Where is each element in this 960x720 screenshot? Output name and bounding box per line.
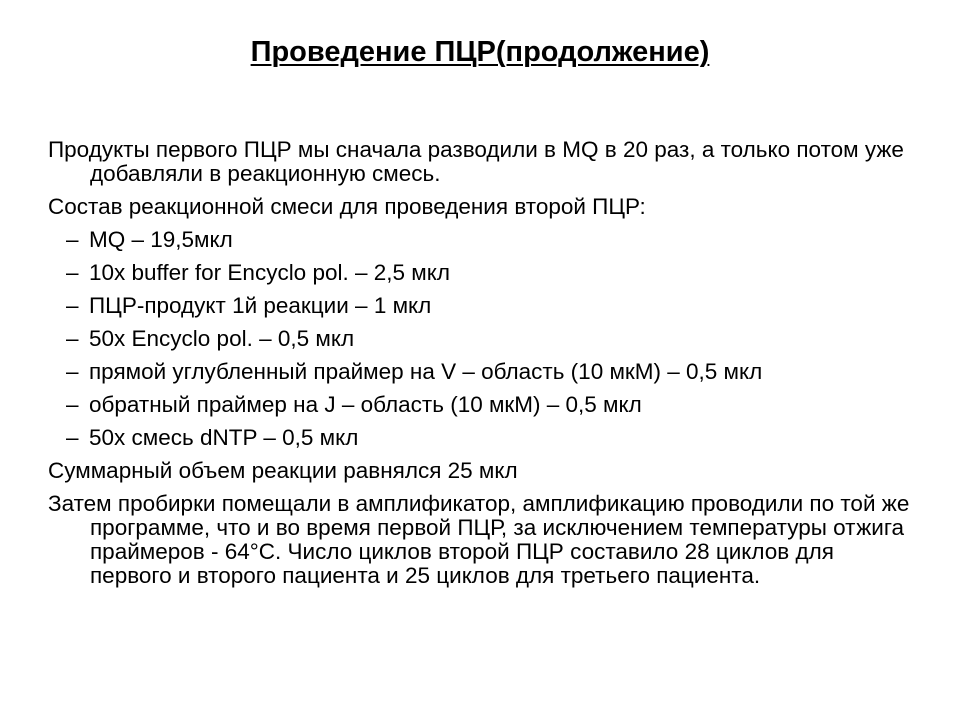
list-item [48,393,918,417]
list-item-text: 50x смесь dNTP – 0,5 мкл [89,425,359,450]
slide-body [48,138,918,597]
list-item-text: обратный праймер на J – область (10 мкМ) – 0,5 мкл [89,392,642,417]
mix-list [48,228,918,450]
dash-bullet: – [66,326,79,351]
slide-title: Проведение ПЦР(продолжение) [250,36,710,68]
list-item [48,261,918,285]
list-item [48,327,918,351]
list-item-text: MQ – 19,5мкл [89,227,233,252]
dash-bullet: – [66,260,79,285]
list-item [48,294,918,318]
dash-bullet: – [66,392,79,417]
list-item-text: 50x Encyclo pol. – 0,5 мкл [89,326,355,351]
list-item-text: ПЦР-продукт 1й реакции – 1 мкл [89,293,432,318]
list-item-text: 10x buffer for Encyclo pol. – 2,5 мкл [89,260,450,285]
dash-bullet: – [66,359,79,384]
list-item [48,360,918,384]
dash-bullet: – [66,293,79,318]
list-item [48,426,918,450]
dash-bullet: – [66,227,79,252]
paragraph-dilution: Продукты первого ПЦР мы сначала разводили в MQ в 20 раз, а только потом уже добавляли в реакционную смесь. [48,137,904,186]
paragraph-amplification: Затем пробирки помещали в амплификатор, амплификацию проводили по той же программе, что и во время первой ПЦР, за исключением температуры отжига праймеров - 64°С. Число циклов второй ПЦР составило 28 циклов для первого и второго пациента и 25 циклов для третьего пациента. [48,491,910,588]
list-item-text: прямой углубленный праймер на V – область (10 мкМ) – 0,5 мкл [89,359,763,384]
paragraph-total-volume: Суммарный объем реакции равнялся 25 мкл [48,458,518,483]
paragraph-mix-composition: Состав реакционной смеси для проведения второй ПЦР: [48,194,646,219]
list-item [48,228,918,252]
dash-bullet: – [66,425,79,450]
